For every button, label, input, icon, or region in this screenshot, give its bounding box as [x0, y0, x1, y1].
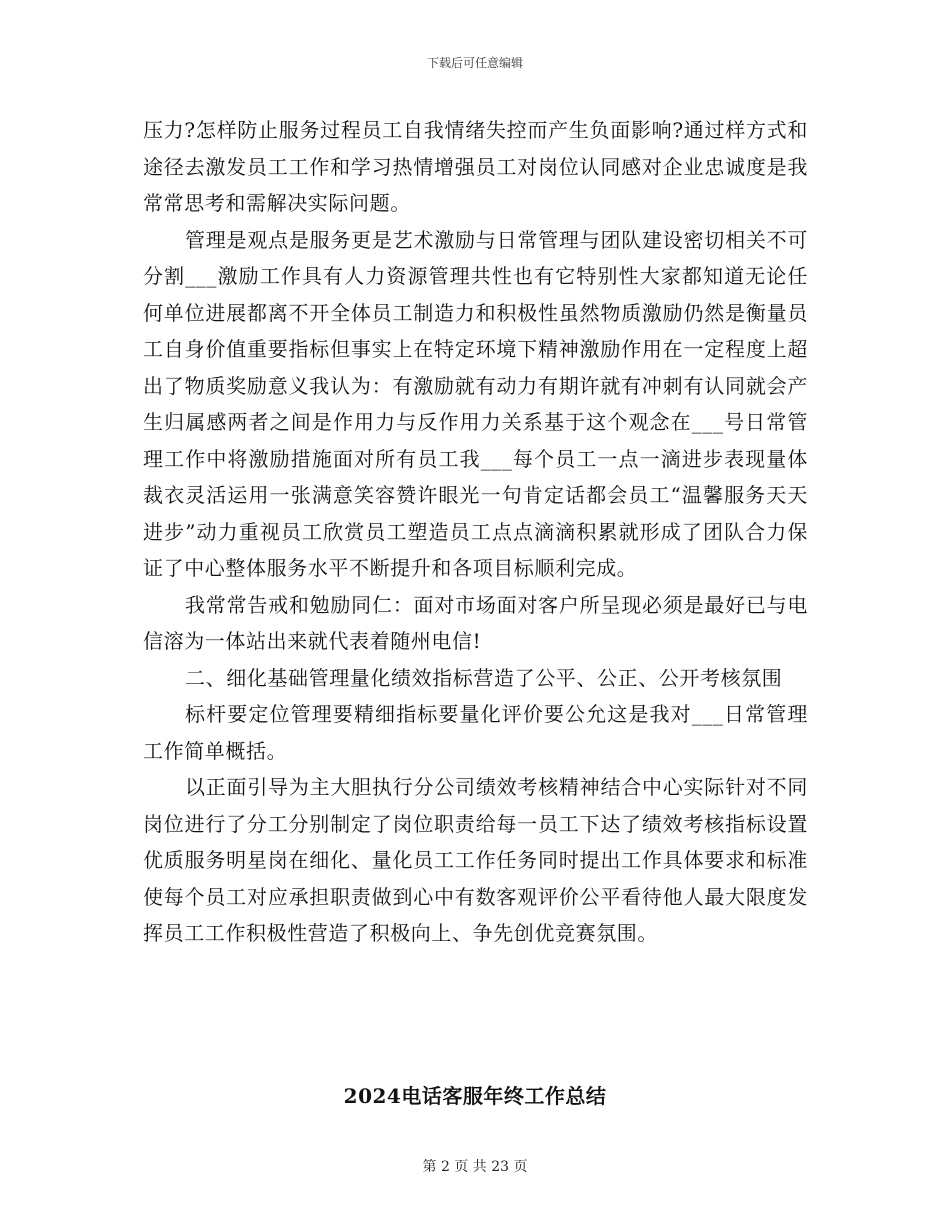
page-number-footer: 第 2 页 共 23 页: [422, 1159, 528, 1175]
paragraph-5: 标杆要定位管理要精细指标要量化评价要公允这是我对___日常管理工作简单概括。: [143, 702, 808, 763]
paragraph-2: 管理是观点是服务更是艺术激励与日常管理与团队建设密切相关不可分割___激励工作具有人力资源管理共性也有它特别性大家都知道无论任何单位进展都离不开全体员工制造力和积极性虽然物质激励仍然是衡量员工自身价值重要指标但事实上在特定环境下精神激励作用在一定程度上超出了物质奖励意义我认为：有激励就有动力有期许就有冲刺有认同就会产生归属感两者之间是作用力与反作用力关系基于这个观念在___号日常管理工作中将激励措施面对所有员工我___每个员工一点一滴进步表现量体裁衣灵活运用一张满意笑容赞许眼光一句肯定话都会员工“温馨服务天天进步”动力重视员工欣赏员工塑造员工点点滴滴积累就形成了团队合力保证了中心整体服务水平不断提升和各项目标顺利完成。: [143, 227, 808, 580]
paragraph-3: 我常常告戒和勉励同仁：面对市场面对客户所呈现必须是最好已与电信溶为一体站出来就代表着随州电信!: [143, 592, 808, 653]
paragraph-1: 压力?怎样防止服务过程员工自我情绪失控而产生负面影响?通过样方式和途径去激发员工工作和学习热情增强员工对岗位认同感对企业忠诚度是我常常思考和需解决实际问题。: [143, 118, 808, 215]
document-body: [143, 112, 808, 952]
section-heading-2: 二、细化基础管理量化绩效指标营造了公平、公正、公开考核氛围: [185, 665, 783, 690]
document-title: 2024电话客服年终工作总结: [343, 1084, 607, 1108]
header-note: 下载后可任意编辑: [426, 56, 523, 70]
paragraph-6: 以正面引导为主大胆执行分公司绩效考核精神结合中心实际针对不同岗位进行了分工分别制定了岗位职责给每一员工下达了绩效考核指标设置优质服务明星岗在细化、量化员工工作任务同时提出工作具体要求和标准使每个员工对应承担职责做到心中有数客观评价公平看待他人最大限度发挥员工工作积极性营造了积极向上、争先创优竞赛氛围。: [143, 775, 808, 945]
